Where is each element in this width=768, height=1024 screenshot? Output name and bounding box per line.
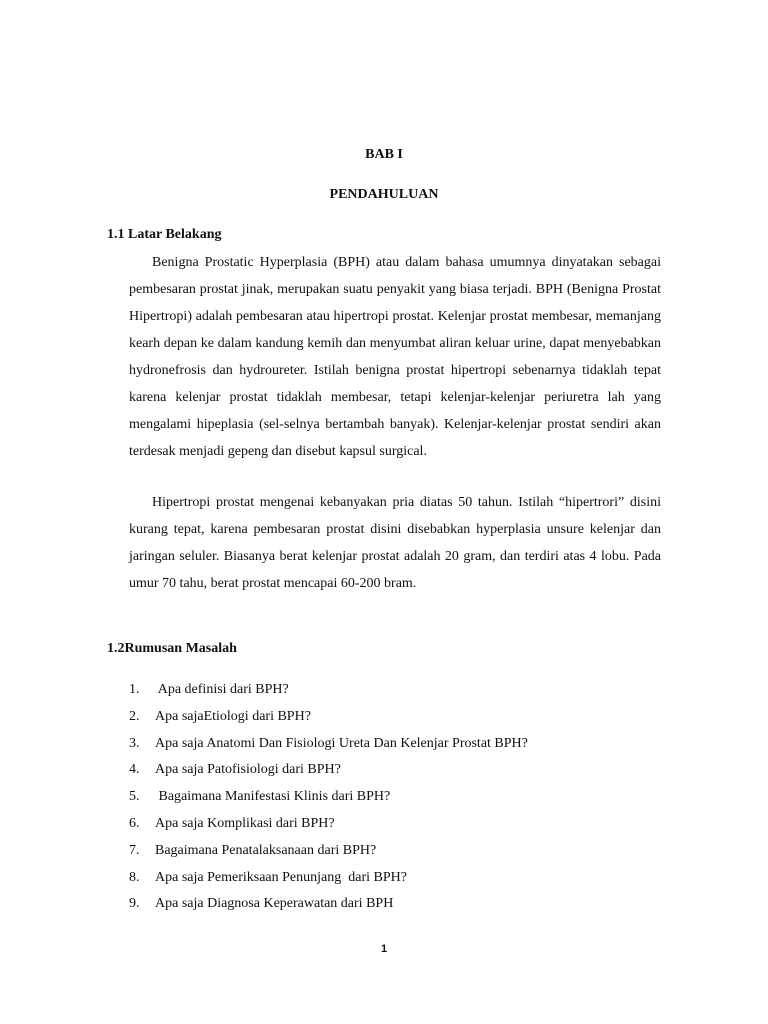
problem-list xyxy=(129,677,528,918)
list-item-number: 2. xyxy=(129,708,140,724)
list-item-number: 7. xyxy=(129,842,140,858)
list-item-number: 9. xyxy=(129,896,140,912)
list-item-number: 1. xyxy=(129,682,140,697)
list-item-text: Bagaimana Penatalaksanaan dari BPH? xyxy=(155,842,377,858)
list-item-text: Apa saja Pemeriksaan Penunjang dari BPH? xyxy=(155,869,407,885)
list-item xyxy=(129,757,528,784)
list-item-text: Apa definisi dari BPH? xyxy=(155,682,289,697)
paragraph-bph-definition: Benigna Prostatic Hyperplasia (BPH) atau dalam bahasa umumnya dinyatakan sebagai pembesaran prostat jinak, merupakan suatu penyakit yang biasa terjadi. BPH (Benigna Prostat Hipertropi) adalah pembesaran atau hipertropi prostat. Kelenjar prostat membesar, memanjang kearh depan ke dalam kandung kemih dan menyumbat aliran keluar urine, dapat menyebabkan hydronefrosis dan hydroureter. Istilah benigna prostat hipertropi sebenarnya tidaklah tepat karena kelenjar prostat tidaklah membesar, tetapi kelenjar-kelenjar periuretra lah yang mengalami hipeplasia (sel-selnya bertambah banyak). Kelenjar-kelenjar prostat sendiri akan terdesak menjadi gepeng dan disebut kapsul surgical. xyxy=(129,255,661,459)
list-item-number: 8. xyxy=(129,869,140,885)
list-item xyxy=(129,784,528,811)
list-item xyxy=(129,838,528,865)
section-heading-rumusan-masalah: 1.2Rumusan Masalah xyxy=(107,641,237,656)
chapter-number: BAB I xyxy=(365,147,403,162)
list-item-number: 6. xyxy=(129,815,140,831)
list-item-text: Apa sajaEtiologi dari BPH? xyxy=(155,708,311,724)
section-heading-latar-belakang: 1.1 Latar Belakang xyxy=(107,227,222,242)
list-item xyxy=(129,704,528,731)
list-item xyxy=(129,891,528,918)
list-item-number: 3. xyxy=(129,735,140,751)
page-number: 1 xyxy=(380,943,388,955)
list-item-text: Apa saja Anatomi Dan Fisiologi Ureta Dan Kelenjar Prostat BPH? xyxy=(155,735,528,751)
list-item xyxy=(129,811,528,838)
list-item-text: Apa saja Patofisiologi dari BPH? xyxy=(155,762,341,778)
paragraph-bph-hypertrophy: Hipertropi prostat mengenai kebanyakan pria diatas 50 tahun. Istilah “hipertrori” disini kurang tepat, karena pembesaran prostat disini disebabkan hyperplasia unsure kelenjar dan jaringan seluler. Biasanya berat kelenjar prostat adalah 20 gram, dan terdiri atas 4 lobu. Pada umur 70 tahu, berat prostat mencapai 60-200 bram. xyxy=(129,495,661,591)
chapter-title: PENDAHULUAN xyxy=(329,187,439,202)
list-item-number: 5. xyxy=(129,789,140,805)
list-item xyxy=(129,731,528,758)
list-item xyxy=(129,865,528,892)
list-item-number: 4. xyxy=(129,762,140,778)
list-item-text: Apa saja Diagnosa Keperawatan dari BPH xyxy=(155,896,394,912)
list-item-text: Apa saja Komplikasi dari BPH? xyxy=(155,815,335,831)
list-item-text: Bagaimana Manifestasi Klinis dari BPH? xyxy=(155,789,391,805)
list-item xyxy=(129,677,528,704)
